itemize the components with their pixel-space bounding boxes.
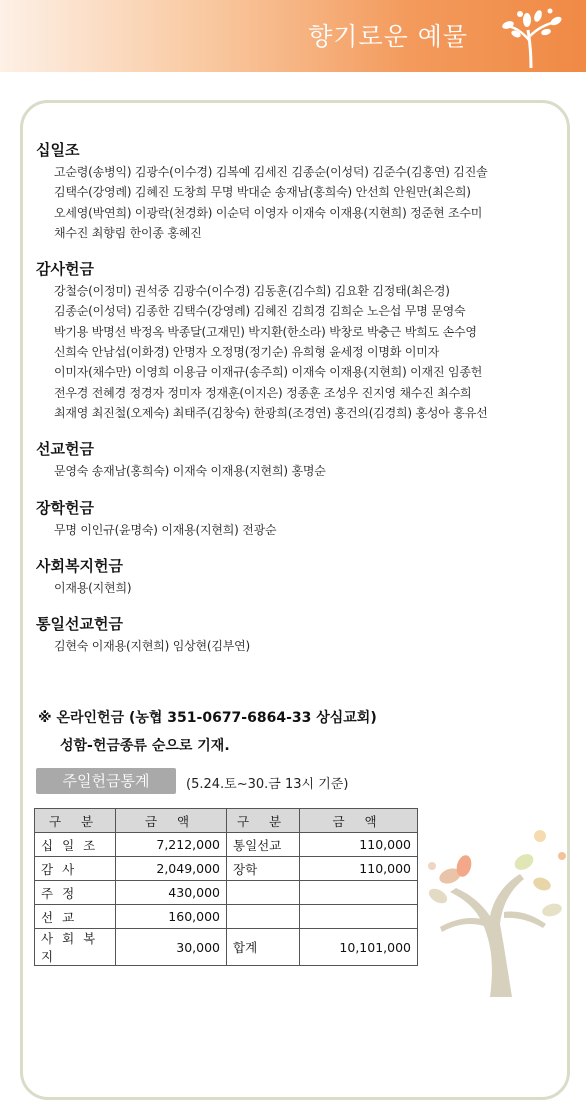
amount-cell: 430,000 bbox=[116, 881, 227, 905]
section-title: 감사헌금 bbox=[36, 260, 94, 279]
table-row bbox=[35, 905, 418, 929]
amount-cell: 10,101,000 bbox=[300, 929, 418, 966]
column-header: 금 액 bbox=[300, 809, 418, 833]
category-cell: 십일조 bbox=[35, 833, 116, 857]
offering-section-scholarship bbox=[36, 498, 556, 540]
table-row bbox=[35, 929, 418, 966]
category-cell: 선교 bbox=[35, 905, 116, 929]
table-row bbox=[35, 881, 418, 905]
amount-cell bbox=[300, 905, 418, 929]
offering-section-thanks bbox=[36, 259, 556, 423]
amount-cell: 160,000 bbox=[116, 905, 227, 929]
category-cell: 통일선교 bbox=[227, 833, 300, 857]
amount-cell: 110,000 bbox=[300, 833, 418, 857]
stats-period: (5.24.토~30.금 13시 기준) bbox=[186, 777, 349, 792]
section-title: 십일조 bbox=[36, 141, 80, 159]
donor-names: 무명 이인규(윤명숙) 이재용(지현희) 전광순 bbox=[54, 522, 277, 537]
online-offering-notice bbox=[38, 704, 377, 760]
category-cell bbox=[227, 905, 300, 929]
donor-names: 강철승(이정미) 권석중 김광수(이수경) 김동훈(김수희) 김요환 김정태(최은경) 김종순(이성덕) 김종한 김택수(강영례) 김혜진 김희경 김희순 노은섭 무명 문영숙 박기용 박명선 박정옥 박종달(고재민) 박지환(한소라) 박창로 박충근 박희도 손수영 신희숙 안남섭(이화경) 안명자 오정명(정기순) 유희형 윤세정 이명화 이미자 이미자(채수만) 이영희 이용금 이재규(송주희) 이재숙 이재용(지현희) 이재진 임종헌 전우경 전혜경 정경자 정미자 정재훈(이지은) 정종훈 조성우 진지영 채수진 최수희 최재영 최진철(오제숙) 최태주(김창숙) 한광희(조경연) 홍건의(김경희) 홍성아 홍유선 bbox=[54, 284, 488, 420]
offering-section-unification bbox=[36, 614, 556, 656]
table-row bbox=[35, 857, 418, 881]
donor-names: 문영숙 송재남(홍희숙) 이재숙 이재용(지현희) 홍명순 bbox=[54, 464, 326, 479]
notice-instruction-line: 성함-헌금종류 순으로 기재. bbox=[60, 738, 230, 754]
column-header: 구 분 bbox=[227, 809, 300, 833]
amount-cell bbox=[300, 881, 418, 905]
column-header: 구 분 bbox=[35, 809, 116, 833]
plant-sprig-icon bbox=[498, 6, 568, 70]
column-header: 금 액 bbox=[116, 809, 227, 833]
offering-section-mission bbox=[36, 439, 556, 481]
tree-illustration-icon bbox=[412, 826, 582, 997]
table-header-row bbox=[35, 809, 418, 833]
category-cell: 주정 bbox=[35, 881, 116, 905]
donor-names: 이재용(지현희) bbox=[54, 580, 132, 595]
amount-cell: 7,212,000 bbox=[116, 833, 227, 857]
page-header bbox=[0, 0, 586, 72]
stats-label: 주일헌금통계 bbox=[36, 768, 176, 794]
amount-cell: 2,049,000 bbox=[116, 857, 227, 881]
page-title: 향기로운 예물 bbox=[308, 22, 468, 51]
category-cell: 합계 bbox=[227, 929, 300, 966]
category-cell: 감사 bbox=[35, 857, 116, 881]
category-cell bbox=[227, 881, 300, 905]
offering-section-tithe bbox=[36, 140, 556, 243]
section-title: 장학헌금 bbox=[36, 498, 94, 517]
amount-cell: 30,000 bbox=[116, 929, 227, 966]
donor-names: 김현숙 이재용(지현희) 임상현(김부연) bbox=[54, 639, 251, 654]
section-title: 통일선교헌금 bbox=[36, 615, 123, 634]
amount-cell: 110,000 bbox=[300, 857, 418, 881]
notice-account-line: ※ 온라인헌금 (농협 351-0677-6864-33 상심교회) bbox=[38, 710, 377, 726]
donor-names: 고순령(송병익) 김광수(이수경) 김복예 김세진 김종순(이성덕) 김준수(김홍연) 김진솔 김택수(강영례) 김혜진 도창희 무명 박대순 송재남(홍희숙) 안선희 안원만(최은희) 오세영(박연희) 이광락(천경화) 이순덕 이영자 이재숙 이재용(지현희) 정준현 조수미 채수진 최향림 한이종 홍혜진 bbox=[54, 165, 488, 240]
table-row bbox=[35, 833, 418, 857]
category-cell: 장학 bbox=[227, 857, 300, 881]
offering-section-welfare bbox=[36, 556, 556, 598]
section-title: 선교헌금 bbox=[36, 440, 94, 459]
offering-stats-table bbox=[34, 808, 418, 966]
offerings-list bbox=[36, 140, 556, 672]
category-cell: 사회복지 bbox=[35, 929, 116, 966]
section-title: 사회복지헌금 bbox=[36, 556, 123, 575]
